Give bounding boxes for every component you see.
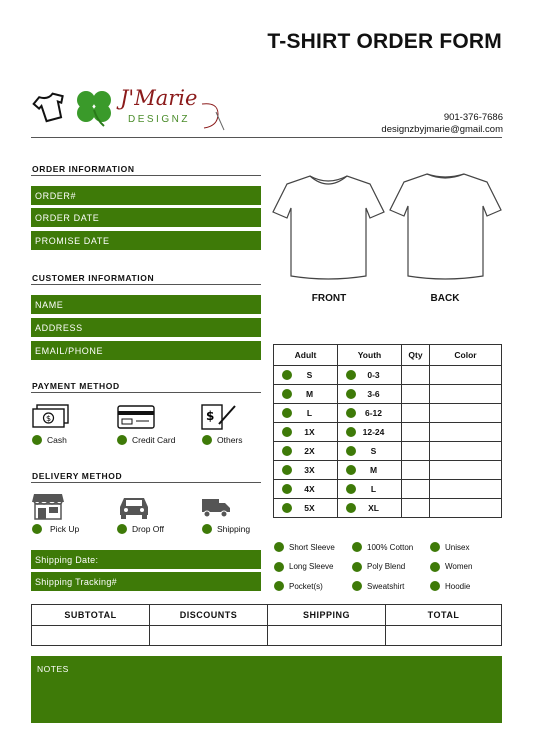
qty-cell[interactable]	[402, 499, 430, 518]
notes-field[interactable]	[31, 656, 502, 723]
option-radio[interactable]	[274, 542, 284, 552]
size-label: S	[370, 446, 377, 456]
youth-size-radio[interactable]	[346, 465, 356, 475]
size-table	[273, 344, 502, 518]
size-label: 6-12	[364, 408, 382, 418]
check-pen-icon	[201, 402, 239, 430]
delivery-dropoff-option[interactable]	[117, 524, 164, 534]
credit-card-radio[interactable]	[117, 435, 127, 445]
credit-card-icon	[117, 405, 155, 429]
others-radio[interactable]	[202, 435, 212, 445]
delivery-heading: DELIVERY METHOD	[32, 471, 123, 481]
size-row	[274, 480, 502, 499]
color-cell[interactable]	[430, 442, 502, 461]
youth-size-cell[interactable]	[338, 480, 402, 499]
youth-size-cell[interactable]	[338, 442, 402, 461]
adult-size-cell[interactable]	[274, 404, 338, 423]
customer-info-heading: CUSTOMER INFORMATION	[32, 273, 155, 283]
qty-cell[interactable]	[402, 366, 430, 385]
size-label: S	[306, 370, 313, 380]
truck-icon	[201, 497, 231, 519]
shipping-radio[interactable]	[202, 524, 212, 534]
contact-email: designzbyjmarie@gmail.com	[381, 124, 503, 135]
credit-card-label: Credit Card	[132, 435, 176, 445]
pickup-radio[interactable]	[32, 524, 42, 534]
size-row	[274, 404, 502, 423]
back-label: BACK	[430, 293, 460, 304]
payment-others-option[interactable]	[202, 435, 243, 445]
option-radio[interactable]	[352, 562, 362, 572]
size-label: 12-24	[362, 427, 385, 437]
cash-icon	[32, 404, 70, 428]
youth-size-radio[interactable]	[346, 446, 356, 456]
subtotal-header: SUBTOTAL	[32, 605, 150, 626]
option-radio[interactable]	[352, 581, 362, 591]
size-label: 0-3	[367, 370, 380, 380]
option-label: Short Sleeve	[289, 542, 335, 552]
totals-table	[31, 604, 502, 646]
delivery-divider	[31, 482, 261, 483]
address-field[interactable]: ADDRESS	[31, 318, 261, 337]
shipping-header: SHIPPING	[268, 605, 386, 626]
option-item[interactable]	[430, 542, 469, 552]
size-row	[274, 366, 502, 385]
option-item[interactable]	[274, 562, 333, 572]
option-item[interactable]	[430, 581, 470, 591]
option-label: Long Sleeve	[289, 562, 334, 571]
adult-size-radio[interactable]	[282, 484, 292, 494]
option-label: Sweatshirt	[367, 581, 405, 591]
size-row	[274, 385, 502, 404]
size-label: 3X	[304, 465, 315, 475]
option-radio[interactable]	[352, 542, 362, 552]
color-cell[interactable]	[430, 423, 502, 442]
order-date-field[interactable]: ORDER DATE	[31, 208, 261, 227]
qty-cell[interactable]	[402, 385, 430, 404]
contact-phone: 901-376-7686	[443, 112, 503, 123]
email-phone-field[interactable]: EMAIL/PHONE	[31, 341, 261, 360]
pickup-label: Pick Up	[50, 524, 80, 534]
option-item[interactable]	[430, 562, 472, 572]
size-label: 3-6	[367, 389, 380, 399]
option-label: Pocket(s)	[289, 581, 323, 591]
adult-size-cell[interactable]	[274, 480, 338, 499]
adult-size-cell[interactable]	[274, 385, 338, 404]
header-divider	[31, 137, 502, 138]
size-label: M	[305, 389, 314, 399]
option-radio[interactable]	[274, 581, 284, 591]
adult-size-cell[interactable]	[274, 366, 338, 385]
option-label: Hoodie	[445, 581, 471, 591]
option-label: 100% Cotton	[367, 542, 414, 552]
tshirt-icon	[32, 90, 66, 124]
order-number-field[interactable]: ORDER#	[31, 186, 261, 205]
color-cell[interactable]	[430, 461, 502, 480]
size-row	[274, 442, 502, 461]
shipping-tracking-field[interactable]: Shipping Tracking#	[31, 572, 261, 591]
svg-text:$: $	[206, 409, 215, 423]
cash-radio[interactable]	[32, 435, 42, 445]
youth-size-radio[interactable]	[346, 370, 356, 380]
size-label: M	[369, 465, 378, 475]
adult-size-radio[interactable]	[282, 465, 292, 475]
discounts-value[interactable]	[150, 626, 268, 646]
payment-divider	[31, 392, 261, 393]
adult-size-cell[interactable]	[274, 423, 338, 442]
color-cell[interactable]	[430, 366, 502, 385]
subtotal-value[interactable]	[32, 626, 150, 646]
youth-size-cell[interactable]	[338, 404, 402, 423]
adult-size-radio[interactable]	[282, 389, 292, 399]
youth-size-cell[interactable]	[338, 366, 402, 385]
youth-size-cell[interactable]	[338, 461, 402, 480]
dropoff-radio[interactable]	[117, 524, 127, 534]
option-radio[interactable]	[430, 542, 440, 552]
option-item[interactable]	[274, 581, 323, 591]
size-label: XL	[368, 503, 379, 513]
adult-size-radio[interactable]	[282, 427, 292, 437]
shipping-date-field[interactable]: Shipping Date:	[31, 550, 261, 569]
adult-size-radio[interactable]	[282, 446, 292, 456]
order-info-heading: ORDER INFORMATION	[32, 164, 135, 174]
option-label: Poly Blend	[367, 562, 406, 571]
qty-cell[interactable]	[402, 461, 430, 480]
adult-size-cell[interactable]	[274, 499, 338, 518]
option-item[interactable]	[352, 562, 405, 572]
option-radio[interactable]	[430, 562, 440, 572]
shipping-value[interactable]	[268, 626, 386, 646]
size-label: 5X	[304, 503, 315, 513]
needle-icon	[198, 100, 226, 132]
qty-cell[interactable]	[402, 480, 430, 499]
order-info-divider	[31, 175, 261, 176]
size-label: L	[306, 408, 313, 418]
option-item[interactable]	[352, 542, 413, 552]
dropoff-label: Drop Off	[132, 524, 164, 534]
option-label: Unisex	[445, 542, 470, 552]
youth-size-radio[interactable]	[346, 484, 356, 494]
payment-credit-card-option[interactable]	[117, 435, 175, 445]
total-value[interactable]	[386, 626, 502, 646]
option-item[interactable]	[352, 581, 404, 591]
youth-size-cell[interactable]	[338, 423, 402, 442]
adult-size-radio[interactable]	[282, 503, 292, 513]
option-item[interactable]	[274, 542, 335, 552]
discounts-header: DISCOUNTS	[150, 605, 268, 626]
size-label: 1X	[304, 427, 315, 437]
customer-info-divider	[31, 284, 261, 285]
brand-sub: DESIGNZ	[128, 114, 190, 125]
svg-text:$: $	[46, 414, 52, 423]
notes-label: NOTES	[37, 664, 69, 674]
tshirt-back-image	[387, 170, 504, 282]
adult-size-radio[interactable]	[282, 408, 292, 418]
front-label: FRONT	[311, 293, 347, 304]
adult-header: Adult	[274, 345, 338, 366]
size-row	[274, 423, 502, 442]
qty-header: Qty	[402, 345, 430, 366]
youth-size-radio[interactable]	[346, 427, 356, 437]
size-label: L	[370, 484, 377, 494]
size-row	[274, 461, 502, 480]
delivery-shipping-option[interactable]	[202, 524, 250, 534]
adult-size-cell[interactable]	[274, 461, 338, 480]
option-label: Women	[445, 562, 473, 571]
car-icon	[117, 495, 151, 519]
shipping-label: Shipping	[217, 524, 251, 534]
payment-cash-option[interactable]	[32, 435, 67, 445]
others-label: Others	[217, 435, 243, 445]
color-cell[interactable]	[430, 499, 502, 518]
youth-size-cell[interactable]	[338, 499, 402, 518]
payment-heading: PAYMENT METHOD	[32, 381, 120, 391]
tshirt-front-image	[270, 170, 387, 282]
brand-name: J'Marie	[120, 86, 198, 110]
storefront-icon	[32, 492, 64, 520]
adult-size-radio[interactable]	[282, 370, 292, 380]
youth-size-radio[interactable]	[346, 408, 356, 418]
total-header: TOTAL	[386, 605, 502, 626]
qty-cell[interactable]	[402, 404, 430, 423]
youth-header: Youth	[338, 345, 402, 366]
color-cell[interactable]	[430, 480, 502, 499]
qty-cell[interactable]	[402, 442, 430, 461]
promise-date-field[interactable]: PROMISE DATE	[31, 231, 261, 250]
option-radio[interactable]	[430, 581, 440, 591]
option-radio[interactable]	[274, 562, 284, 572]
youth-size-radio[interactable]	[346, 389, 356, 399]
color-cell[interactable]	[430, 385, 502, 404]
size-label: 4X	[304, 484, 315, 494]
size-row	[274, 499, 502, 518]
color-header: Color	[430, 345, 502, 366]
youth-size-cell[interactable]	[338, 385, 402, 404]
cash-label: Cash	[47, 435, 67, 445]
youth-size-radio[interactable]	[346, 503, 356, 513]
size-label: 2X	[304, 446, 315, 456]
page-title: T-SHIRT ORDER FORM	[267, 30, 502, 53]
color-cell[interactable]	[430, 404, 502, 423]
shamrock-icon	[71, 86, 117, 128]
adult-size-cell[interactable]	[274, 442, 338, 461]
delivery-pickup-option[interactable]	[32, 524, 79, 534]
qty-cell[interactable]	[402, 423, 430, 442]
name-field[interactable]: NAME	[31, 295, 261, 314]
